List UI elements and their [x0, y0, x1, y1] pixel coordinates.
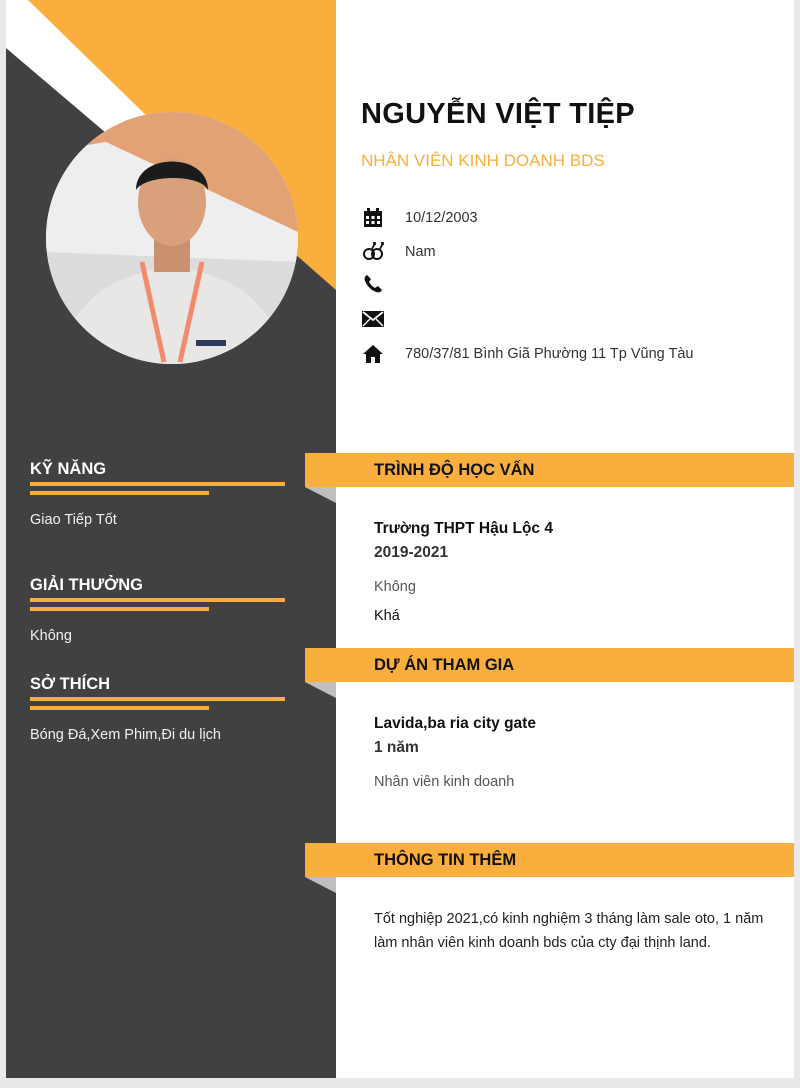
education-band [305, 453, 794, 487]
school-name: Trường THPT Hậu Lộc 4 [374, 520, 553, 537]
skills-heading: KỸ NĂNG [30, 460, 107, 478]
extra-text: Tốt nghiệp 2021,có kinh nghiệm 3 tháng làm sale oto, 1 năm làm nhân viên kinh doanh bds của cty đại thịnh land. [374, 911, 764, 951]
cv-page [6, 0, 794, 1078]
education-band-fold [305, 487, 336, 503]
gender-icon [361, 240, 385, 264]
school-period: 2019-2021 [374, 544, 449, 561]
projects-band-fold [305, 682, 336, 698]
awards-divider-short [30, 607, 209, 611]
hobbies-divider [30, 697, 285, 701]
extra-band [305, 843, 794, 877]
education-grade: Khá [374, 608, 400, 624]
address-value: 780/37/81 Bình Giã Phường 11 Tp Vũng Tàu [405, 346, 694, 362]
hobbies-heading: SỞ THÍCH [30, 675, 111, 693]
project-name: Lavida,ba ria city gate [374, 715, 536, 732]
phone-icon [361, 272, 385, 296]
skill-item: Giao Tiếp Tốt [30, 512, 117, 528]
hobbies-divider-short [30, 706, 209, 710]
address-row [361, 342, 693, 366]
dob-row [361, 206, 478, 230]
award-item: Không [30, 628, 72, 644]
hobby-item: Bóng Đá,Xem Phim,Đi du lịch [30, 727, 221, 743]
gender-value: Nam [405, 244, 436, 260]
email-row [361, 307, 405, 331]
projects-band [305, 648, 794, 682]
calendar-icon [361, 206, 385, 230]
awards-heading: GIẢI THƯỞNG [30, 576, 144, 594]
extra-heading: THÔNG TIN THÊM [374, 851, 517, 869]
project-role: Nhân viên kinh doanh [374, 774, 515, 790]
projects-heading: DỰ ÁN THAM GIA [374, 656, 515, 674]
candidate-name: NGUYỄN VIỆT TIỆP [361, 98, 635, 130]
project-duration: 1 năm [374, 739, 419, 756]
skills-divider [30, 482, 285, 486]
avatar-illustration [46, 112, 298, 364]
dob-value: 10/12/2003 [405, 210, 478, 226]
profile-photo [46, 112, 298, 364]
gender-row [361, 240, 436, 264]
extra-band-fold [305, 877, 336, 893]
phone-row [361, 272, 405, 296]
job-title: NHÂN VIÊN KINH DOANH BDS [361, 151, 605, 170]
skills-divider-short [30, 491, 209, 495]
home-icon [361, 342, 385, 366]
education-detail: Không [374, 579, 416, 595]
education-heading: TRÌNH ĐỘ HỌC VẤN [374, 461, 535, 479]
awards-divider [30, 598, 285, 602]
envelope-icon [361, 307, 385, 331]
